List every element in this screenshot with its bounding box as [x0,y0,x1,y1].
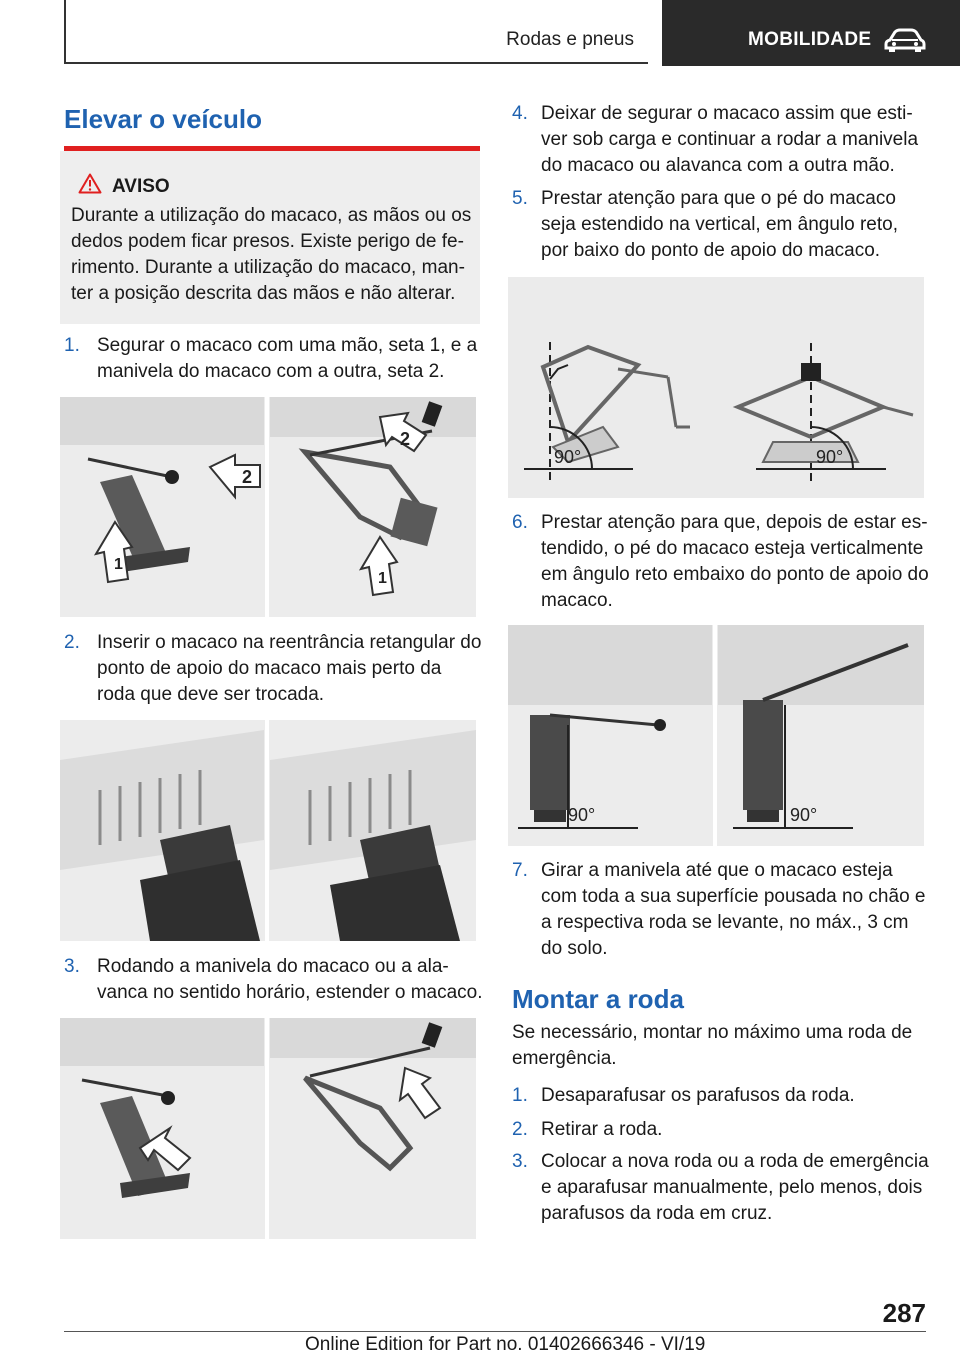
page-heading: Elevar o veículo [64,104,262,134]
step-number: 1. [512,1085,528,1106]
extended-jack-figure [508,625,924,846]
footer-rule [64,1331,926,1332]
step-number: 5. [512,188,528,209]
section-title: Rodas e pneus [506,29,634,50]
car-icon [884,28,926,52]
step-text: Segurar o macaco com uma mão, seta 1, e a manivela do macaco com a outra, seta 2. [97,335,478,382]
step-text: Prestar atenção para que o pé do macaco seja estendido na vertical, em ângulo reto, por baixo do ponto de apoio do macaco. [541,188,898,261]
chapter-title: MOBILIDADE [748,29,872,50]
step-number: 2. [512,1119,528,1140]
crank-rotation-figure [60,1018,476,1239]
warning-box [60,151,480,324]
step-number: 1. [64,335,80,356]
intro-paragraph: Se necessário, montar no máximo uma roda de emergência. [512,1022,913,1069]
step-text: Girar a manivela até que o macaco esteja com toda a sua superfície pousada no chão e a respectiva roda se levante, no máx., 3 cm do solo. [541,860,926,959]
step-number: 7. [512,860,528,881]
step-text: Colocar a nova roda ou a roda de emergência e aparafusar manualmente, pelo menos, dois parafusos da roda em cruz. [541,1151,929,1224]
jack-right-angle-diagram [508,277,924,498]
warning-title: AVISO [112,176,170,197]
step-text: Desaparafusar os parafusos da roda. [541,1085,855,1106]
angle-label: 90° [790,805,818,825]
step-text: Prestar atenção para que, depois de estar estendido, o pé do macaco esteja verticalmente em ângulo reto embaixo do ponto de apoio do macaco. [541,512,929,611]
arrow-label: 2 [242,467,253,487]
jack-hand-position-figure [60,397,476,617]
step-number: 6. [512,512,528,533]
section-heading: Montar a roda [512,984,684,1014]
header-chapter-tab [662,0,960,66]
step-number: 2. [64,632,80,653]
arrow-label: 1 [378,570,387,587]
angle-label: 90° [816,447,844,467]
angle-label: 90° [554,447,582,467]
angle-label: 90° [568,805,596,825]
step-text: Deixar de segurar o macaco assim que estiver sob carga e continuar a rodar a manivela do macaco ou alavanca com a outra mão. [541,103,919,176]
edition-footer: Online Edition for Part no. 01402666346 - VI/19 [305,1334,706,1355]
step-number: 3. [64,956,80,977]
step-number: 3. [512,1151,528,1172]
warning-triangle-icon [78,173,102,194]
jack-insertion-figure [60,720,476,941]
warning-text: Durante a utilização do macaco, as mãos ou os dedos podem ficar presos. Existe perigo de ferimento. Durante a utilização do macaco, manter a posição descrita das mãos e não alterar. [71,205,472,304]
step-text: Retirar a roda. [541,1119,663,1140]
step-text: Rodando a manivela do macaco ou a alavanca no sentido horário, estender o macaco. [97,956,483,1003]
header-section-tab [64,0,648,64]
page-number: 287 [882,1298,926,1328]
step-text: Inserir o macaco na reentrância retangular do ponto de apoio do macaco mais perto da roda que deve ser trocada. [97,632,482,705]
arrow-label: 1 [114,556,123,573]
arrow-label: 2 [400,429,411,449]
step-number: 4. [512,103,528,124]
